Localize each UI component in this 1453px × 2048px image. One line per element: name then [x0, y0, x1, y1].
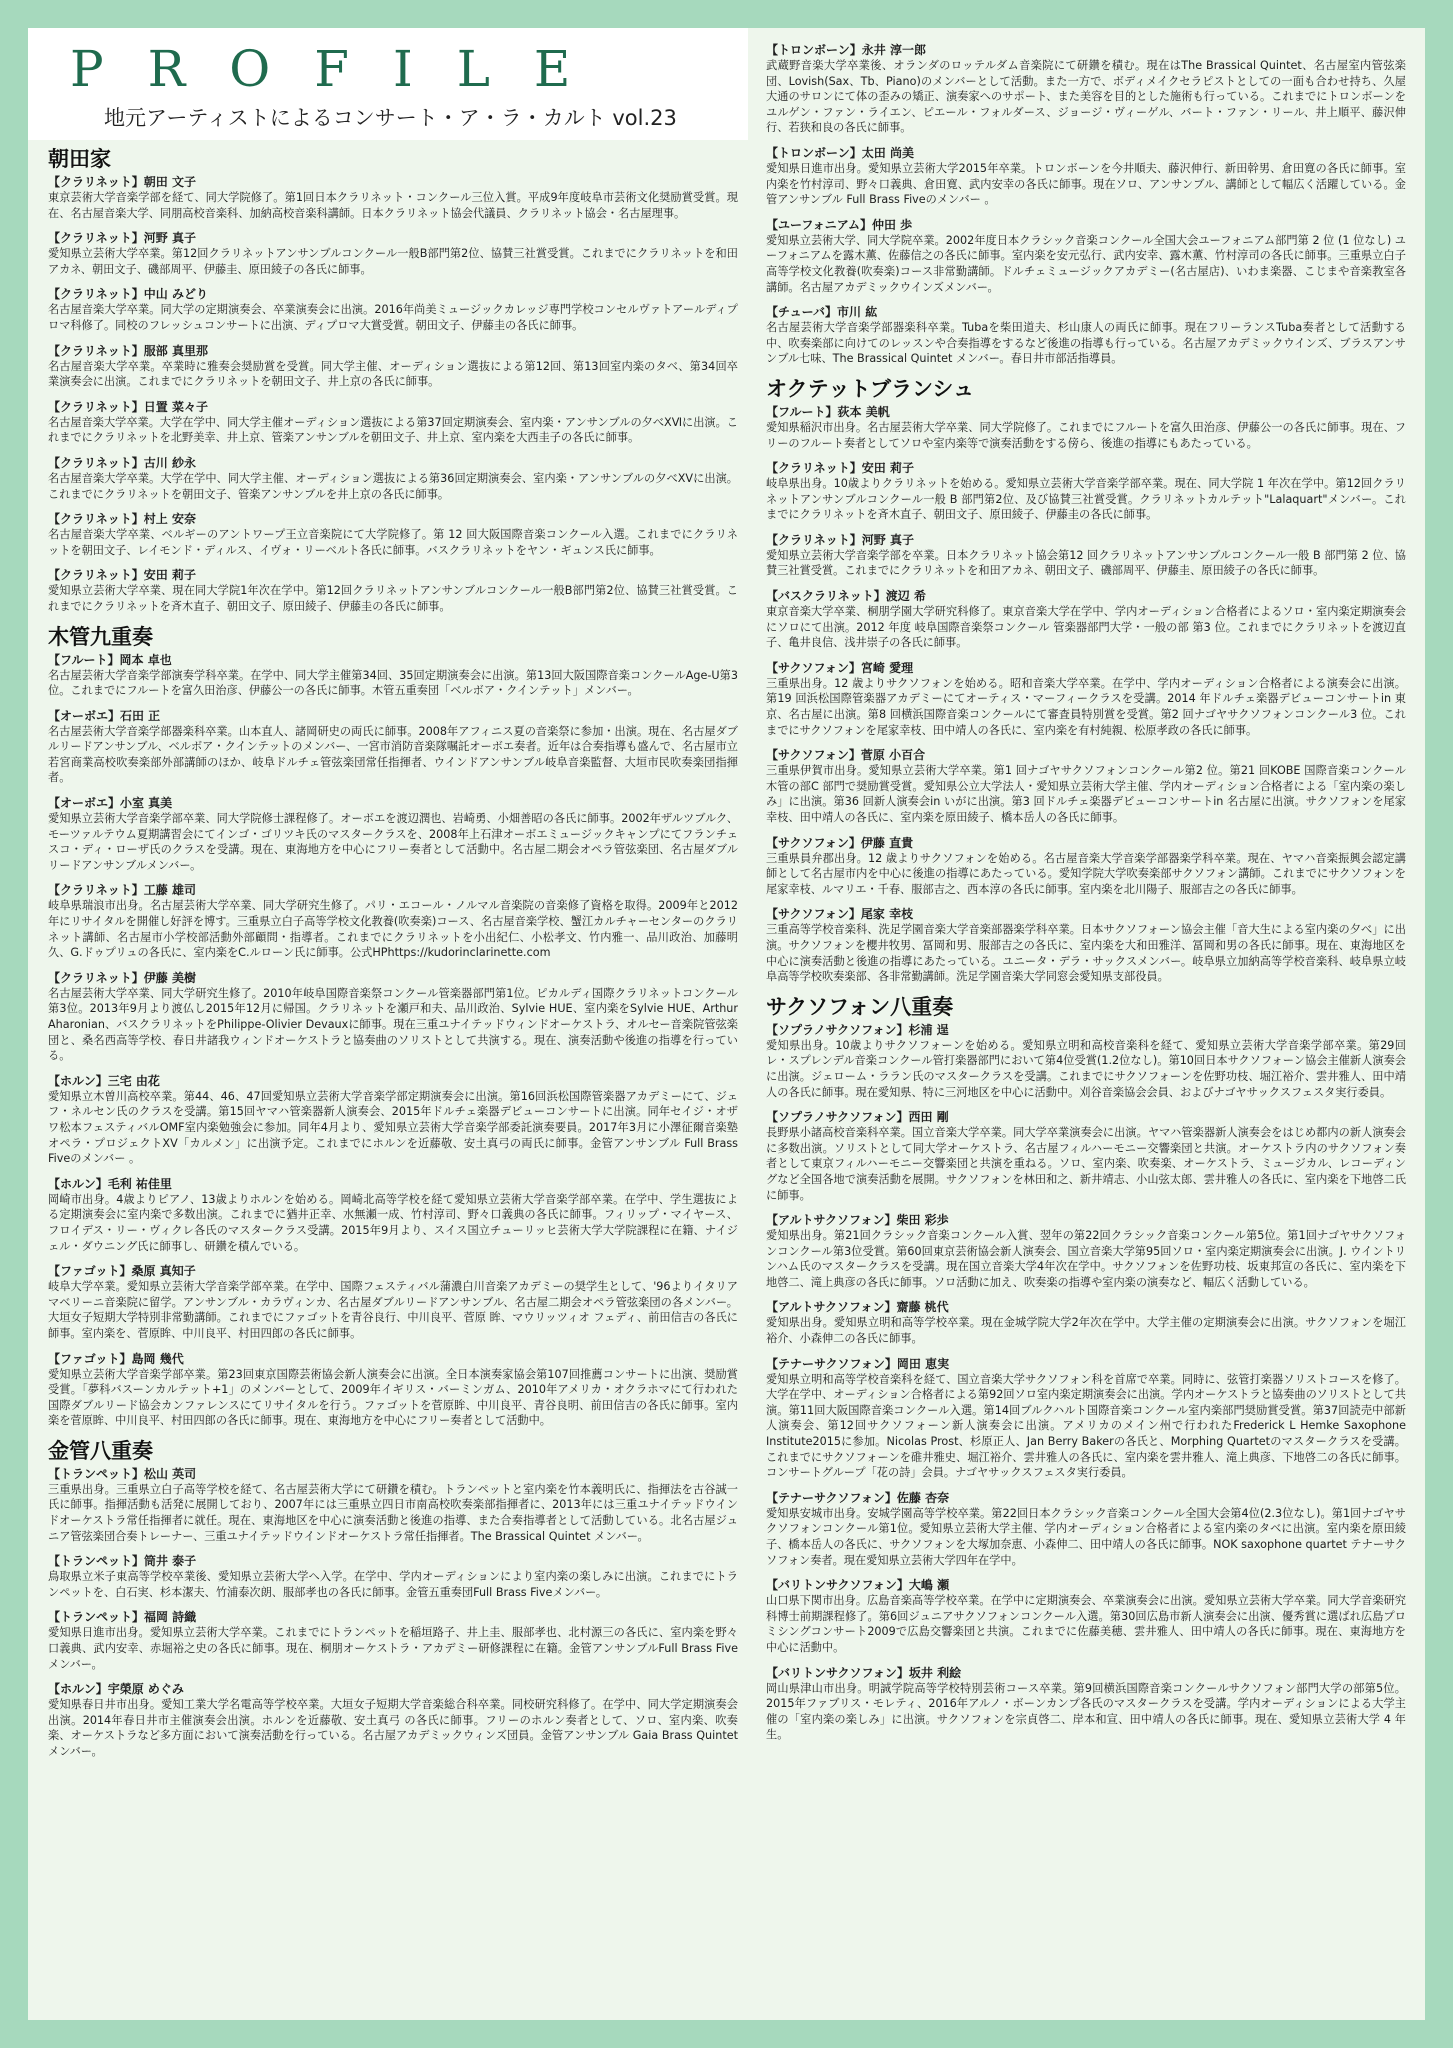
page [28, 28, 1425, 2020]
ensemble-title: 木管九重奏 [48, 624, 153, 649]
member-bio: 岐阜県出身。10歳よりクラリネットを始める。愛知県立芸術大学音楽学部卒業。現在、同大学院 1 年次在学中。第12回クラリネットアンサンブルコンクール一般 B 部門第2位、及び協賛三社賞受賞。クラリネットカルテット"Lalaquart"メンバー。これまでにクラリネットを斉木直子、朝田文子、原田綾子、伊藤圭の各氏に師事。 [766, 477, 1406, 522]
member-bio: 名古屋芸術大学音楽学部器楽科卒業。Tubaを柴田道夫、杉山康人の両氏に師事。現在フリーランスTuba奏者として活動する中、吹奏楽部に向けてのレッスンや合奏指導をするなど後進の指導も行っている。名古屋アカデミックウインズ、ブラスアンサンブル七味、The Brassical Quintet メンバー。春日井市部活指導員。 [766, 321, 1406, 366]
member-name: 【トランペット】福岡 詩織 [48, 1610, 197, 1625]
member-bio: 愛知県立芸術大学音楽学部を卒業。日本クラリネット協会第12 回クラリネットアンサンブルコンクール一般 B 部門第 2 位、協賛三社賞受賞。これまでにクラリネットを和田アカネ、朝田文子、磯部周平、伊藤圭、原田綾子の各氏に師事。 [766, 548, 1406, 578]
member-profile [766, 460, 1406, 523]
member-bio: 愛知県出身。10歳よりサクソフォーンを始める。愛知県立明和高校音楽科を経て、愛知県立芸術大学音楽学部卒業。第29回レ・スプレンデル音楽コンクール管打楽器部門において第4位受賞(1.2位なし)。第10回日本サクソフォーン協会主催新人演奏会に出演。ジェローム・ララン氏のマスタークラスを受講。これまでにサクソフォーンを佐野功枝、堀江裕介、雲井雅人、田中靖人の各氏に師事。現在愛知県、特に三河地区を中心に活動中。刈谷音楽協会会員、およびナゴヤサックスフェスタ実行委員。 [766, 1038, 1406, 1099]
member-name: 【オーボエ】小室 真美 [48, 796, 173, 811]
member-profile [48, 230, 738, 277]
member-bio: 愛知県春日井市出身。愛知工業大学名電高等学校卒業。大垣女子短期大学音楽総合科卒業。同校研究科修了。在学中、同大学定期演奏会出演。2014年春日井市主催演奏会出演。ホルンを近藤敬、安土真弓 の各氏に師事。フリーのホルン奏者として、ソロ、室内楽、吹奏楽、オーケストラなど多方面において演奏活動を行っている。名古屋アカデミックウィンズ団員。金管アンサンブル Gaia Brass Quintetメンバー。 [48, 1698, 738, 1758]
member-name: 【クラリネット】日置 菜々子 [48, 399, 208, 414]
member-profile [766, 747, 1406, 825]
member-name: 【チューバ】市川 紘 [766, 305, 878, 320]
member-name: 【アルトサクソフォン】齋藤 桃代 [766, 1300, 949, 1315]
member-bio: 東京芸術大学音楽学部を経て、同大学院修了。第1回日本クラリネット・コンクール三位入賞。平成9年度岐阜市芸術文化奨励賞受賞。現在、名古屋音楽大学、同朋高校音楽科、加納高校音楽科講師。日本クラリネット協会代議員、クラリネット協会・名古屋理事。 [48, 191, 738, 220]
member-name: 【サクソフォン】伊藤 直貴 [766, 835, 914, 850]
member-name: 【ファゴット】桑原 真知子 [48, 1264, 196, 1279]
member-profile [766, 404, 1406, 451]
member-bio: 岡山県津山市出身。明誠学院高等学校特別芸術コース卒業。第9回横浜国際音楽コンクールサクソフォン部門大学の部第5位。2015年ファブリス・モレティ、2016年アルノ・ボーンカンプ各氏のマスタークラスを受講。学内オーディションによる大学主催の「室内楽の楽しみ」に出演。サクソフォンを宗貞啓二、岸本和宣、田中靖人の各氏に師事。現在、愛知県立芸術大学 4 年生。 [766, 1681, 1406, 1742]
member-bio: 愛知県稲沢市出身。名古屋芸術大学卒業、同大学院修了。これまでにフルートを富久田治彦、伊藤公一の各氏に師事。現在、フリーのフルート奏者としてソロや室内楽等で演奏活動をする傍ら、後進の指導にもあたっている。 [766, 420, 1406, 450]
ensemble-section [48, 624, 738, 1429]
member-name: 【クラリネット】朝田 文子 [48, 175, 196, 189]
member-name: 【クラリネット】工藤 雄司 [48, 883, 196, 898]
member-bio: 岐阜大学卒業。愛知県立芸術大学音楽学部卒業。在学中、国際フェスティバル蒲濃白川音楽アカデミーの奨学生として、'96よりイタリア マベリーニ音楽院に留学。アンサンブル・カラヴィンカ、名古屋ダブルリードアンサンブル、名古屋二期会オペラ管弦楽団の各メンバー。大垣女子短期大学特別非常勤講師。これまでにファゴットを青谷良行、中川良平、菅原 眸、マウリッツィオ フェディ、前田信吉の各氏に師事。室内楽を、菅原眸、中川良平、村田四郎の各氏に師事。 [48, 1280, 738, 1340]
member-bio: 三重県出身。12 歳よりサクソフォンを始める。昭和音楽大学卒業。在学中、学内オーディション合格者による演奏会に出演。第19 回浜松国際管楽器アカデミーにてオーティス・マーフィークラスを受講。2014 年ドルチェ楽器デビューコンサートin 東京、名古屋に出演。第8 回横浜国際音楽コンクールにて審査員特別賞を受賞。第2 回ナゴヤサクソフォンコンクール3 位。これまでにサクソフォンを尾家幸枝、田中靖人の各氏に、室内楽を有村純親、松原孝政の各氏に師事。 [766, 676, 1406, 737]
member-profile [48, 1466, 738, 1544]
member-name: 【ユーフォニアム】仲田 歩 [766, 217, 913, 232]
member-name: 【アルトサクソフォン】柴田 彩歩 [766, 1213, 949, 1228]
member-profile [766, 1212, 1406, 1290]
member-bio: 三重県員弁郡出身。12 歳よりサクソフォンを始める。名古屋音楽大学音楽学部器楽学科卒業。現在、ヤマハ音楽振興会認定講師として名古屋市内を中心に後進の指導にあたっている。愛知学院大学吹奏楽部サクソフォン講師。これまでにサクソフォンを尾家幸枝、ルマリエ・千春、服部吉之、西本淳の各氏に師事。室内楽を北川陽子、服部吉之の各氏に師事。 [766, 851, 1406, 896]
left-column [48, 138, 738, 1769]
member-bio: 武蔵野音楽大学卒業後、オランダのロッテルダム音楽院にて研鑽を積む。現在はThe Brassical Quintet、名古屋室内管弦楽団、Lovish(Sax、Tb、Piano)のメンバーとして活動。また一方で、ボディメイクセラピストとしての一面も合わせ持ち、久屋大通のサロンにて体の歪みの矯正、演奏家へのサポート、また美容を目的とした施術も行っている。これまでにトロンボーンをユルゲン・ファン・ライエン、ピエール・フォルダース、ジョージ・ヴィーゲル、バート・ファン・リール、井上順平、藤沢伸行、若狭和良の各氏に師事。 [766, 59, 1406, 135]
member-bio: 岡崎市出身。4歳よりピアノ、13歳よりホルンを始める。岡崎北高等学校を経て愛知県立芸術大学音楽学部卒業。在学中、学生選抜による定期演奏会に室内楽で多数出演。これまでに猶井正幸、水無瀬一成、竹村淳司、野々口義典の各氏に師事。フィリップ・マイヤース、フロイデス・リー・ヴィクレ各氏のマスタークラス受講。2015年9月より、スイス国立チューリッヒ芸術大学大学院課程に在籍、ナイジェル・ダウニング氏に師事し、研鑽を積んでいる。 [48, 1192, 738, 1253]
member-bio: 山口県下関市出身。広島音楽高等学校卒業。在学中に定期演奏会、卒業演奏会に出演。愛知県立芸術大学卒業。同大学音楽研究科博士前期課程修了。第6回ジュニアサクソフォンコンクール入選。第30回広島市新人演奏会に出演、優秀賞に選ばれ広島プロミシングコンサート2009で広島交響楽団と共演。これまでに佐藤美穂、雲井雅人、田中靖人の各氏に師事。現在、東海地方を中心に活動中。 [766, 1594, 1406, 1654]
member-name: 【クラリネット】古川 紗永 [48, 455, 196, 470]
member-name: 【ソプラノサクソフォン】杉浦 逞 [766, 1022, 949, 1037]
right-column [766, 42, 1406, 1752]
member-bio: 東京音楽大学卒業、桐朋学園大学研究科修了。東京音楽大学在学中、学内オーディション合格者によるソロ・室内楽定期演奏会にソロにて出演。2012 年度 岐阜国際音楽祭コンクール 管楽器部門大学・一般の部 第3 位。これまでにクラリネットを渡辺直子、亀井良信、浅井崇子の各氏に師事。 [766, 605, 1406, 650]
member-bio: 名古屋音楽大学卒業。同大学の定期演奏会、卒業演奏会に出演。2016年尚美ミュージックカレッジ専門学校コンセルヴァトアールディプロマ科修了。同校のフレッシュコンサートに出演、ディプロマ大賞受賞。朝田文子、伊藤圭の各氏に師事。 [48, 303, 738, 332]
member-profile [48, 455, 738, 502]
member-profile [48, 882, 738, 960]
member-name: 【ホルン】宇榮原 めぐみ [48, 1682, 184, 1697]
member-bio: 愛知県立芸術大学、同大学院卒業。2002年度日本クラシック音楽コンクール全国大会ユーフォニアム部門第 2 位 (1 位なし) ユーフォニアムを露木薫、佐藤信之の各氏に師事。室内楽を安元弘行、武内安幸、露木薫、竹村淳司の各氏に師事。三重県立白子高等学校文化教養(吹奏楽)コース非常勤講師。ドルチェミュージックアカデミー(名古屋店)、いわま楽器、こじまや音楽教室各講師。名古屋アカデミックウインズメンバー。 [766, 233, 1406, 294]
member-profile [48, 286, 738, 333]
member-name: 【サクソフォン】尾家 幸枝 [766, 907, 914, 922]
member-bio: 愛知県安城市出身。安城学園高等学校卒業。第22回日本クラシック音楽コンクール全国大会第4位(2.3位なし)。第1回ナゴヤサクソフォンコンクール第1位。愛知県立芸術大学主催、学内オーディション合格者による室内楽のタベに出演。室内楽を原田綾子、橋本岳人の各氏に、サクソフォンを大塚加奈恵、小森伸二、田中靖人の各氏に師事。NOK saxophone quartet テナーサクソフォン奏者。現在愛知県立芸術大学四年在学中。 [766, 1506, 1406, 1567]
page-title: PROFILE [70, 40, 615, 98]
member-bio: 名古屋音楽大学卒業、ベルギーのアントワープ王立音楽院にて大学院修了。第 12 回大阪国際音楽コンクール入選。これまでにクラリネットを朝田文子、レイモンド・ディルス、イヴォ・リーベルト各氏に師事。バスクラリネットをヤン・ギュンス氏に師事。 [48, 528, 738, 557]
ensemble-section [766, 994, 1406, 1743]
member-bio: 愛知県立芸術大学音楽学部卒業。第23回東京国際芸術協会新人演奏会に出演。全日本演奏家協会第107回推薦コンサートに出演、奨励賞受賞。「夢科バスーンカルテット+1」のメンバーとして、2009年イギリス・バーミンガム、2010年アメリカ・オクラホマにて行われた国際ダブルリード協会カンファレンスにてリサイタルを行う。ファゴットを菅原眸、中川良平、青谷良明、前田信吉の各氏に師事。室内楽を菅原眸、中川良平、村田四郎の各氏に師事。現在、東海地方を中心にフリー奏者として活動中。 [48, 1367, 738, 1428]
ensemble-section [766, 42, 1406, 367]
member-profile [48, 511, 738, 558]
member-name: 【バスクラリネット】渡辺 希 [766, 589, 926, 604]
member-name: 【テナーサクソフォン】岡田 恵実 [766, 1356, 950, 1371]
member-bio: 鳥取県立米子東高等学校卒業後、愛知県立芸術大学へ入学。在学中、学内オーディションにより室内楽の楽しみに出演。これまでにトランペットを、白石実、杉本潔夫、竹浦泰次朗、服部孝也の各氏に師事。金管五重奏団Full Brass Fiveメンバー。 [48, 1570, 738, 1599]
member-bio: 愛知県日進市出身。愛知県立芸術大学2015年卒業。トロンボーンを今井順夫、藤沢伸行、新田幹男、倉田寛の各氏に師事。室内楽を竹村淳司、野々口義典、倉田寛、武内安幸の各氏に師事。現在ソロ、アンサンブル、講師として幅広く活躍している。金管アンサンブル Full Brass Fiveのメンバー 。 [766, 161, 1406, 207]
member-name: 【サクソフォン】宮崎 愛理 [766, 660, 914, 675]
member-name: 【テナーサクソフォン】佐藤 杏奈 [766, 1490, 950, 1505]
member-profile [48, 970, 738, 1064]
member-profile [48, 1073, 738, 1167]
member-profile [48, 795, 738, 873]
member-name: 【フルート】岡本 卓也 [48, 652, 172, 667]
member-profile [48, 399, 738, 446]
member-name: 【クラリネット】河野 真子 [48, 231, 196, 246]
member-name: 【トロンボーン】永井 淳一郎 [766, 43, 926, 57]
member-name: 【クラリネット】村上 安奈 [48, 512, 196, 527]
member-profile [766, 1577, 1406, 1655]
member-profile [766, 1299, 1406, 1346]
member-profile [48, 1176, 738, 1254]
member-profile [766, 660, 1406, 738]
member-profile [766, 217, 1406, 295]
member-profile [48, 1553, 738, 1600]
member-bio: 愛知県出身。愛知県立明和高等学校卒業。現在金城学院大学2年次在学中。大学主催の定期演奏会に出演。サクソフォンを堀江裕介、小森伸二の各氏に師事。 [766, 1316, 1406, 1346]
member-profile [48, 174, 738, 221]
member-bio: 三重県出身。三重県立白子高等学校を経て、名古屋芸術大学にて研鑽を積む。トランペットと室内楽を竹本義明氏に、指揮法を古谷誠一氏に師事。指揮活動も活発に展開しており、2007年には三重県立四日市南高校吹奏楽部指揮者に、2013年には三重ユナイテッドウインドオーケストラ常任指揮者に就任。現在、東海地区を中心に演奏活動と後進の指導、また合奏指導者として活動している。北名古屋ジュニア管弦楽団合奏トレーナー、三重ユナイテッドウインドオーケストラ常任指揮者。The Brassical Quintet メンバー。 [48, 1482, 738, 1543]
member-bio: 長野県小諸高校音楽科卒業。国立音楽大学卒業。同大学卒業演奏会に出演。ヤマハ管楽器新人演奏会をはじめ都内の新人演奏会に多数出演。ソリストとして同大学オーケストラ、名古屋フィルハーモニー交響楽団と共演。オーケストラ内のサクソフォン奏者として東京フィルハーモニー交響楽団と共演を重ねる。ソロ、室内楽、吹奏楽、オーケストラ、ミュージカル、レコーディングなど全国各地で演奏活動を展開。サクソフォンを林田和之、新井靖志、小山弦太郎、雲井雅人の各氏に、室内楽を下地啓二氏に師事。 [766, 1126, 1406, 1202]
member-profile [48, 652, 738, 699]
ensemble-title: 朝田家 [48, 147, 111, 171]
member-profile [48, 1263, 738, 1341]
member-profile [766, 1022, 1406, 1100]
member-name: 【ホルン】三宅 由花 [48, 1073, 160, 1088]
member-profile [766, 588, 1406, 651]
member-profile [48, 1609, 738, 1672]
member-name: 【クラリネット】中山 みどり [48, 287, 208, 302]
ensemble-section [766, 376, 1406, 985]
ensemble-section [48, 146, 738, 615]
member-profile [766, 304, 1406, 367]
member-name: 【トランペット】松山 英司 [48, 1466, 197, 1481]
member-bio: 愛知県出身。第21回クラシック音楽コンクール入賞、翌年の第22回クラシック音楽コンクール第5位。第1回ナゴヤサクソフォンコンクール第3位受賞。第60回東京芸術協会新人演奏会、国立音楽大学第95回ソロ・室内楽定期演奏会に出演。J. ウイントリンハム氏のマスタークラスを受講。現在国立音楽大学4年次在学中。サクソフォンを佐野功枝、坂東邦宣の各氏に、室内楽を下地啓二、滝上典彦の各氏に師事。ソロ活動に加え、吹奏楽の指導や室内楽の演奏など、幅広く活動している。 [766, 1229, 1406, 1289]
ensemble-title: サクソフォン八重奏 [766, 994, 954, 1019]
member-profile [48, 708, 738, 786]
member-profile [48, 1681, 738, 1759]
member-name: 【フルート】荻本 美帆 [766, 404, 890, 419]
member-bio: 名古屋芸術大学卒業、同大学研究生修了。2010年岐阜国際音楽祭コンクール管楽器部門第1位。ピカルディ国際クラリネットコンクール第3位。2013年9月より渡仏し2015年12月に帰国。クラリネットを瀬戸和夫、品川政治、Sylvie HUE、室内楽をSylvie HUE、Arthur Aharonian、バスクラリネットをPhilippe-Olivier Devauxに師事。現在三重ユナイテッドウィンドオーケストラ、オルセー音楽院管弦楽団と、桑名西高等学校、春日井諸我ウィンドオーケストラと協奏曲のソリストとして共演する。現在、演奏活動や後進の指導を行っている。 [48, 986, 738, 1063]
member-bio: 愛知県立芸術大学音楽学部卒業、同大学院修士課程修了。オーボエを渡辺潤也、岩崎勇、小畑善昭の各氏に師事。2002年ザルツブルク、モーツァルテウム夏期講習会にてインゴ・ゴリツキ氏のマスタークラスを、2008年上石津オーボエミュージックキャンプにてフランチェスコ・ディ・ローザ氏のクラスを受講。現在、東海地方を中心にフリー奏者として活動中。名古屋二期会オペラ管弦楽団、名古屋ダブルリードアンサンブルメンバー。 [48, 812, 738, 872]
member-name: 【トロンボーン】太田 尚美 [766, 145, 914, 160]
member-profile [48, 343, 738, 390]
member-profile [766, 42, 1406, 136]
member-bio: 三重高等学校音楽科、洗足学園音楽大学音楽部器楽学科卒業。日本サクソフォーン協会主催「音大生による室内楽の夕べ」に出演。サクソフォンを櫻井牧男、冨岡和男、服部吉之の各氏に、室内楽を大和田雅洋、冨岡和男の各氏に師事。現在、東海地区を中心に演奏活動と後進の指導にあたっている。ユニータ・デラ・サックスメンバー。岐阜県立加納高等学校音楽科、岐阜県立岐阜高等学校吹奏楽部、各非常勤講師。洗足学園音楽大学同窓会愛知県支部役員。 [766, 923, 1406, 984]
header [28, 28, 748, 140]
member-bio: 名古屋芸術大学音楽学部演奏学科卒業。在学中、同大学主催第34回、35回定期演奏会に出演。第13回大阪国際音楽コンクールAge-U第3位。これまでにフルートを富久田治彦、伊藤公一の各氏に師事。木管五重奏団「ベルボア・クインテット」メンバー。 [48, 668, 738, 698]
member-bio: 名古屋音楽大学卒業。大学在学中、同大学主催、オーディション選抜による第36回定期演奏会、室内楽・アンサンブルの夕べXVに出演。これまでにクラリネットを朝田文子、管楽アンサンブルを井上京の各氏に師事。 [48, 471, 738, 501]
member-profile [766, 1356, 1406, 1481]
member-bio: 名古屋芸術大学音楽学部器楽科卒業。山本直人、諸岡研史の両氏に師事。2008年アフィニス夏の音楽祭に参加・出演。現在、名古屋ダブルリードアンサンブル、ベルボア・クインテットのメンバー、一宮市消防音楽隊嘱託オーボエ奏者。近年は合奏指導も盛んで、名古屋市立若宮商業高校吹奏楽部外部講師のほか、岐阜ドルチェ管弦楽団常任指揮者、ウインドアンサンブル岐阜音楽監督、大垣市民吹奏楽団指揮者。 [48, 724, 738, 785]
member-bio: 愛知県立芸術大学卒業。第12回クラリネットアンサンブルコンクール一般B部門第2位、協賛三社賞受賞。これまでにクラリネットを和田アカネ、朝田文子、磯部周平、伊藤圭、原田綾子の各氏に師事。 [48, 247, 738, 276]
member-bio: 愛知県日進市出身。愛知県立芸術大学卒業。これまでにトランペットを稲垣路子、井上圭、服部孝也、北村源三の各氏に、室内楽を野々口義典、武内安幸、赤堀裕之史の各氏に師事。現在、桐朋オーケストラ・アカデミー研修課程に在籍。金管アンサンブルFull Brass Fiveメンバー。 [48, 1626, 738, 1671]
member-name: 【トランペット】筒井 泰子 [48, 1554, 197, 1569]
member-profile [766, 1490, 1406, 1568]
member-name: 【クラリネット】河野 真子 [766, 532, 914, 547]
member-bio: 名古屋音楽大学卒業。卒業時に雅奏会奨励賞を受賞。同大学主催、オーディション選抜による第12回、第13回室内楽のタベ、第34回卒業演奏会に出演。これまでにクラリネットを朝田文子、井上京の各氏に師事。 [48, 359, 738, 389]
member-name: 【オーボエ】石田 正 [48, 708, 161, 723]
member-bio: 愛知県立明和高等学校音楽科を経て、国立音楽大学サクソフォン科を首席で卒業。同時に、弦管打楽器ソリストコースを修了。大学在学中、オーディション合格者による第92回ソロ室内楽定期演奏会に出演。学内オーケストラと協奏曲のソリストとして共演。第11回大阪国際音楽コンクール入選。第14回ブルクハルト国際音楽コンクール室内楽部門奨励賞受賞。第37回読売中部新人演奏会、第12回サクソフォーン新人演奏会に出演。アメリカのメイン州で行われたFrederick L Hemke Saxophone Institute2015に参加。Nicolas Prost、杉原正人、Jan Berry Bakerの各氏と、Morphing Quartetのマスタークラスを受講。これまでにサクソフォーンを碓井雅史、堀江裕介、雲井雅人の各氏に、室内楽を雲井雅人、滝上典彦、下地啓二の各氏に師事。コンサートグループ「花の詩」会員。ナゴヤサックスフェスタ実行委員。 [766, 1372, 1406, 1480]
ensemble-section [48, 1438, 738, 1760]
member-bio: 名古屋音楽大学卒業。大学在学中、同大学主催オーディション選抜による第37回定期演奏会、室内楽・アンサンブルの夕べⅩⅥに出演。これまでにクラリネットを北野美幸、井上京、管楽アンサンブルを朝田文子、井上京、室内楽を大西圭子の各氏に師事。 [48, 415, 738, 445]
ensemble-title: オクテットブランシュ [766, 376, 975, 401]
page-subtitle: 地元アーティストによるコンサート・ア・ラ・カルト vol.23 [104, 106, 677, 130]
member-name: 【クラリネット】安田 莉子 [48, 568, 196, 583]
member-profile [766, 906, 1406, 984]
member-profile [766, 145, 1406, 208]
member-bio: 三重県伊賀市出身。愛知県立芸術大学卒業。第1 回ナゴヤサクソフォンコンクール第2 位。第21 回KOBE 国際音楽コンクール木管の部C 部門で奨励賞受賞。愛知県公立大学法人・愛知県立芸術大学主催、学内オーディション合格者による「室内楽の楽しみ」に出演。第36 回新人演奏会in いがに出演。第3 回ドルチェ楽器デビューコンサートin 名古屋に出演。サクソフォンを尾家幸枝、田中靖人の各氏に、室内楽を原田綾子、橋本岳人の各氏に師事。 [766, 764, 1406, 824]
member-name: 【ファゴット】島岡 幾代 [48, 1351, 184, 1366]
member-name: 【サクソフォン】菅原 小百合 [766, 748, 926, 763]
ensemble-title: 金管八重奏 [48, 1438, 153, 1463]
member-profile [766, 835, 1406, 898]
member-name: 【クラリネット】服部 真里那 [48, 343, 208, 358]
member-name: 【ソプラノサクソフォン】西田 剛 [766, 1110, 949, 1125]
member-profile [48, 567, 738, 614]
member-name: 【クラリネット】安田 莉子 [766, 461, 914, 476]
member-bio: 愛知県立芸術大学卒業、現在同大学院1年次在学中。第12回クラリネットアンサンブルコンクール一般B部門第2位、協賛三社賞受賞。これまでにクラリネットを斉木直子、朝田文子、原田綾子、伊藤圭の各氏に師事。 [48, 584, 738, 613]
member-bio: 愛知県立木曽川高校卒業。第44、46、47回愛知県立芸術大学音楽学部定期演奏会に出演。第16回浜松国際管楽器アカデミーにて、ジェフ・ネルセン氏のクラスを受講。第15回ヤマハ管楽器新人演奏会、2015年ドルチェ楽器デビューコンサートに出演。同年セイジ・オザワ松本フェスティバルOMF室内楽勉強会に参加。同年4月より、愛知県立芸術大学音楽学部委託演奏要員。2017年3月に小澤征爾音楽塾オペラ・プロジェクトXV「カルメン」に出演予定。これまでにホルンを近藤敬、安土真弓の両氏に師事。金管アンサンブル Full Brass Fiveのメンバー 。 [48, 1089, 738, 1166]
member-name: 【バリトンサクソフォン】坂井 利絵 [766, 1665, 962, 1680]
member-bio: 岐阜県瑞浪市出身。名古屋芸術大学卒業、同大学研究生修了。パリ・エコール・ノルマル音楽院の音楽修了資格を取得。2009年と2012年にリサイタルを開催し好評を博す。三重県立白子高等学校文化教養(吹奏楽)コース、名古屋音楽学校、蟹江カルチャーセンターのクラリネット講師、名古屋市小学校部活動外部顧問・指導者。これまでにクラリネットを小出紀仁、小松孝文、竹内雅一、品川政治、加藤明久、G.ドゥプリュの各氏に、室内楽をC.ルローン氏に師事。公式HPhttps://kudorinclarinette.com [48, 899, 738, 960]
member-profile [766, 1109, 1406, 1203]
member-name: 【ホルン】毛利 祐佳里 [48, 1176, 172, 1191]
member-profile [48, 1351, 738, 1429]
member-profile [766, 1665, 1406, 1743]
member-name: 【バリトンサクソフォン】大嶋 瀬 [766, 1578, 950, 1593]
member-profile [766, 532, 1406, 579]
member-name: 【クラリネット】伊藤 美樹 [48, 970, 196, 985]
